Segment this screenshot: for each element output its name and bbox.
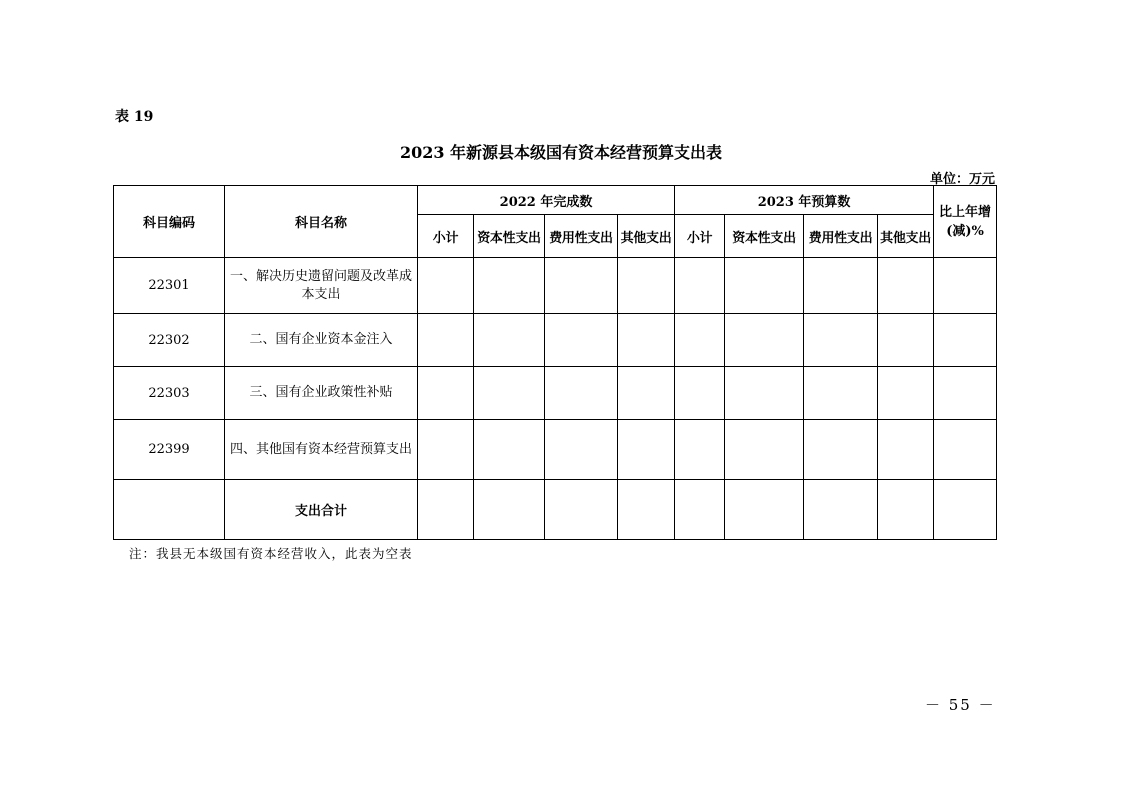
header-2022-capital: 资本性支出 bbox=[474, 215, 545, 258]
row-code: 22399 bbox=[114, 420, 225, 480]
header-row-1 bbox=[114, 186, 997, 215]
empty-cell bbox=[618, 420, 675, 480]
row-name: 四、其他国有资本经营预算支出 bbox=[225, 420, 418, 480]
row-name: 一、解决历史遗留问题及改革成本支出 bbox=[225, 258, 418, 314]
empty-cell bbox=[804, 367, 878, 420]
header-change-text: 比上年增(减)% bbox=[939, 204, 992, 239]
empty-cell bbox=[934, 420, 997, 480]
row-code: 22301 bbox=[114, 258, 225, 314]
empty-cell bbox=[545, 420, 618, 480]
table-row bbox=[114, 314, 997, 367]
empty-cell bbox=[474, 314, 545, 367]
table-row bbox=[114, 420, 997, 480]
table-row bbox=[114, 258, 997, 314]
empty-cell bbox=[804, 258, 878, 314]
total-label: 支出合计 bbox=[225, 480, 418, 540]
empty-cell bbox=[725, 420, 804, 480]
empty-cell bbox=[878, 258, 934, 314]
empty-cell bbox=[725, 258, 804, 314]
row-code: 22303 bbox=[114, 367, 225, 420]
empty-cell bbox=[934, 480, 997, 540]
empty-cell bbox=[418, 314, 474, 367]
empty-cell bbox=[725, 480, 804, 540]
empty-cell bbox=[934, 314, 997, 367]
empty-cell bbox=[545, 480, 618, 540]
empty-cell bbox=[934, 258, 997, 314]
empty-cell bbox=[474, 367, 545, 420]
empty-cell bbox=[474, 480, 545, 540]
empty-cell bbox=[675, 367, 725, 420]
empty-cell bbox=[804, 314, 878, 367]
empty-cell bbox=[418, 480, 474, 540]
empty-cell bbox=[618, 480, 675, 540]
total-row bbox=[114, 480, 997, 540]
row-name: 二、国有企业资本金注入 bbox=[225, 314, 418, 367]
empty-cell bbox=[934, 367, 997, 420]
row-code: 22302 bbox=[114, 314, 225, 367]
header-2022-other: 其他支出 bbox=[618, 215, 675, 258]
empty-cell bbox=[114, 480, 225, 540]
empty-cell bbox=[545, 258, 618, 314]
header-2023-other: 其他支出 bbox=[878, 215, 934, 258]
empty-cell bbox=[878, 367, 934, 420]
header-name: 科目名称 bbox=[225, 186, 418, 258]
row-name: 三、国有企业政策性补贴 bbox=[225, 367, 418, 420]
empty-cell bbox=[618, 258, 675, 314]
empty-cell bbox=[545, 314, 618, 367]
table-number: 表 19 bbox=[115, 109, 154, 125]
header-group-2023: 2023 年预算数 bbox=[675, 186, 934, 215]
page-number: － 55 － bbox=[925, 696, 996, 714]
empty-cell bbox=[418, 258, 474, 314]
empty-cell bbox=[675, 480, 725, 540]
empty-cell bbox=[878, 480, 934, 540]
header-group-2022: 2022 年完成数 bbox=[418, 186, 675, 215]
empty-cell bbox=[725, 367, 804, 420]
header-change bbox=[934, 186, 997, 258]
empty-cell bbox=[878, 420, 934, 480]
empty-cell bbox=[474, 420, 545, 480]
empty-cell bbox=[545, 367, 618, 420]
footnote: 注：我县无本级国有资本经营收入，此表为空表 bbox=[129, 546, 413, 561]
empty-cell bbox=[474, 258, 545, 314]
header-2023-capital: 资本性支出 bbox=[725, 215, 804, 258]
header-2022-subtotal: 小计 bbox=[418, 215, 474, 258]
empty-cell bbox=[804, 420, 878, 480]
table-row bbox=[114, 367, 997, 420]
header-2023-expense: 费用性支出 bbox=[804, 215, 878, 258]
empty-cell bbox=[804, 480, 878, 540]
empty-cell bbox=[675, 258, 725, 314]
empty-cell bbox=[418, 420, 474, 480]
empty-cell bbox=[418, 367, 474, 420]
empty-cell bbox=[725, 314, 804, 367]
unit-label: 单位：万元 bbox=[929, 172, 995, 187]
empty-cell bbox=[675, 314, 725, 367]
empty-cell bbox=[618, 314, 675, 367]
header-code: 科目编码 bbox=[114, 186, 225, 258]
budget-table bbox=[113, 185, 997, 540]
header-2022-expense: 费用性支出 bbox=[545, 215, 618, 258]
empty-cell bbox=[675, 420, 725, 480]
page-title: 2023 年新源县本级国有资本经营预算支出表 bbox=[399, 143, 723, 162]
empty-cell bbox=[618, 367, 675, 420]
header-2023-subtotal: 小计 bbox=[675, 215, 725, 258]
empty-cell bbox=[878, 314, 934, 367]
